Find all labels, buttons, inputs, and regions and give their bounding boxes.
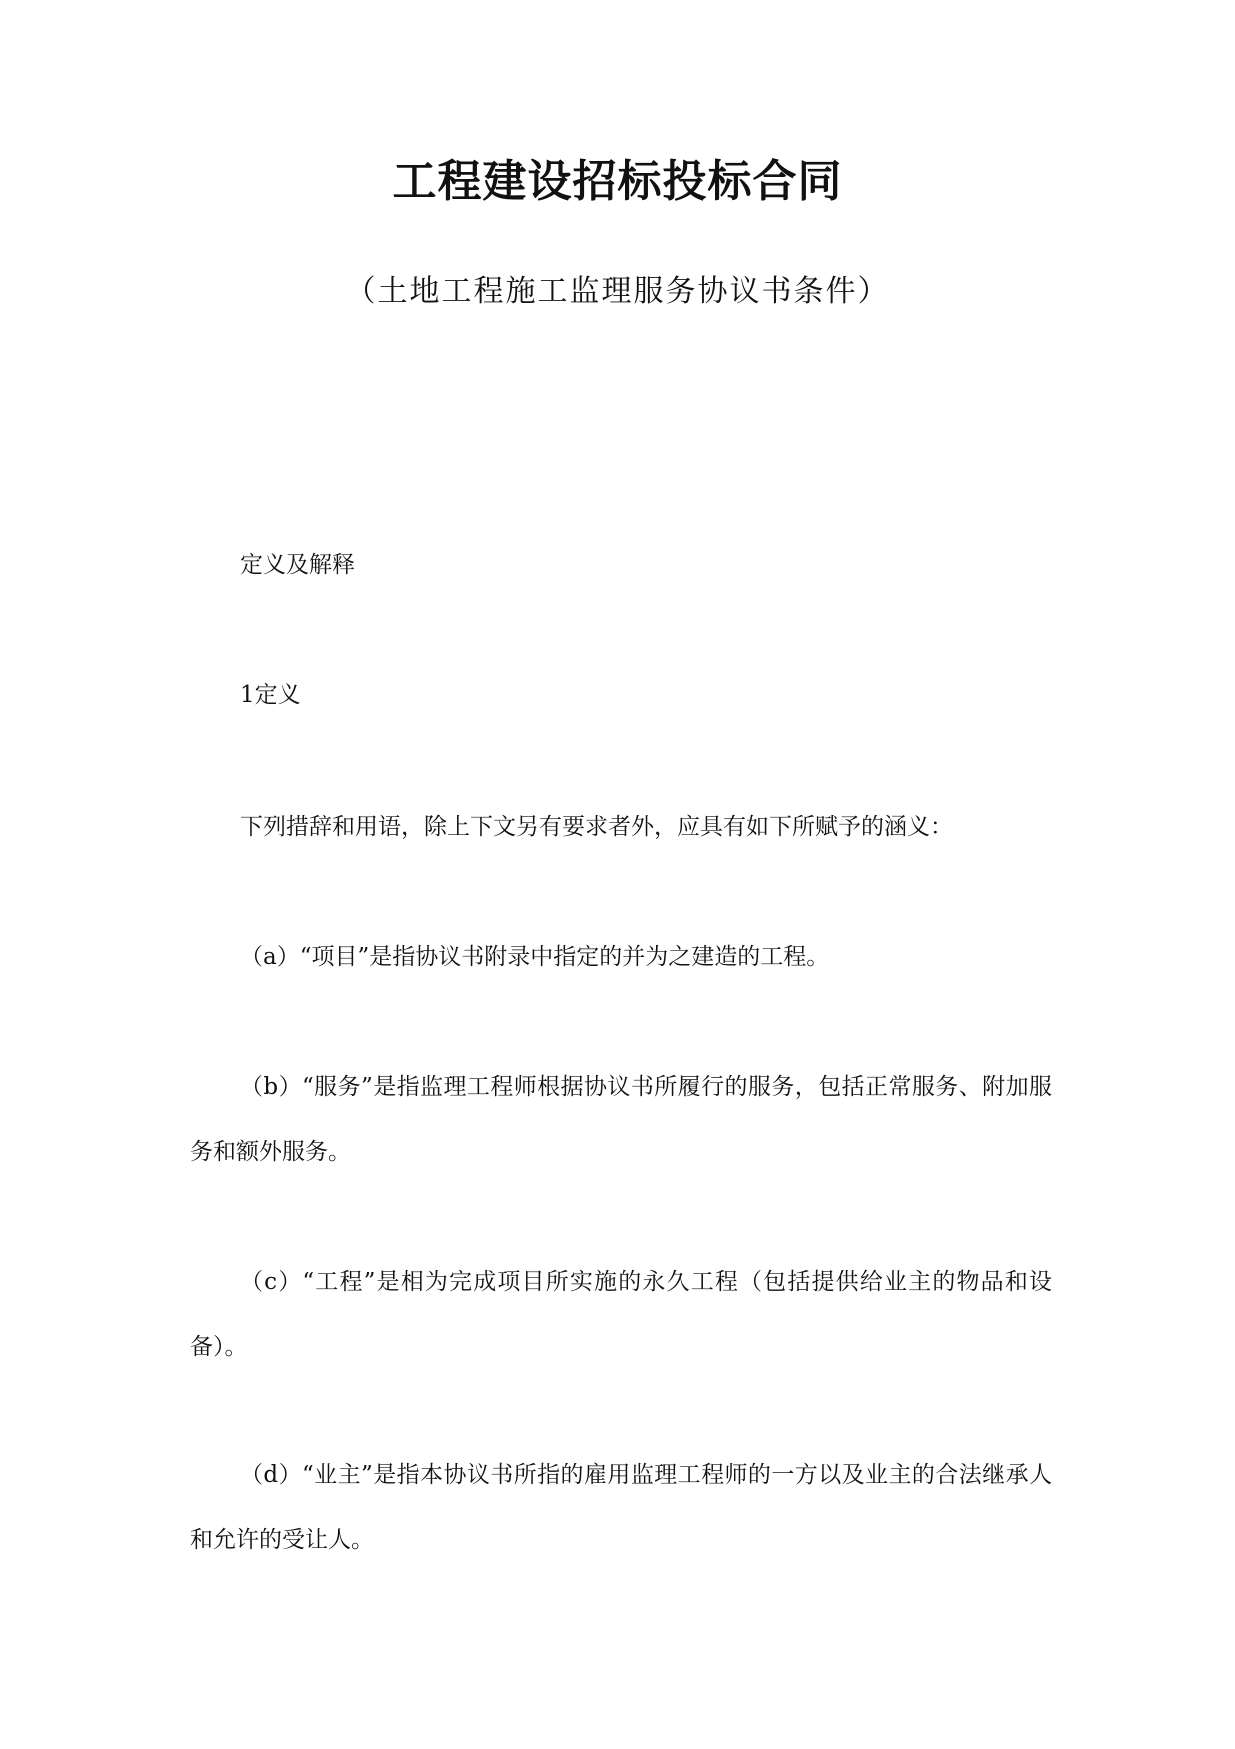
document-subtitle: （土地工程施工监理服务协议书条件） <box>345 274 890 309</box>
definition-item-c: （c）“工程”是相为完成项目所实施的永久工程（包括提供给业主的物品和设备）。 <box>190 1269 1052 1360</box>
definition-item-d: （d）“业主”是指本协议书所指的雇用监理工程师的一方以及业主的合法继承人和允许的受让人。 <box>190 1462 1052 1553</box>
definition-item-a: （a）“项目”是指协议书附录中指定的并为之建造的工程。 <box>240 944 830 970</box>
paragraph-intro: 下列措辞和用语，除上下文另有要求者外，应具有如下所赋予的涵义： <box>240 814 953 840</box>
definition-item-b: （b）“服务”是指监理工程师根据协议书所履行的服务，包括正常服务、附加服务和额外服务。 <box>190 1074 1052 1165</box>
section-heading-definitions: 定义及解释 <box>240 552 355 578</box>
document-title: 工程建设招标投标合同 <box>392 156 843 207</box>
clause-heading-1: 1定义 <box>240 682 301 708</box>
